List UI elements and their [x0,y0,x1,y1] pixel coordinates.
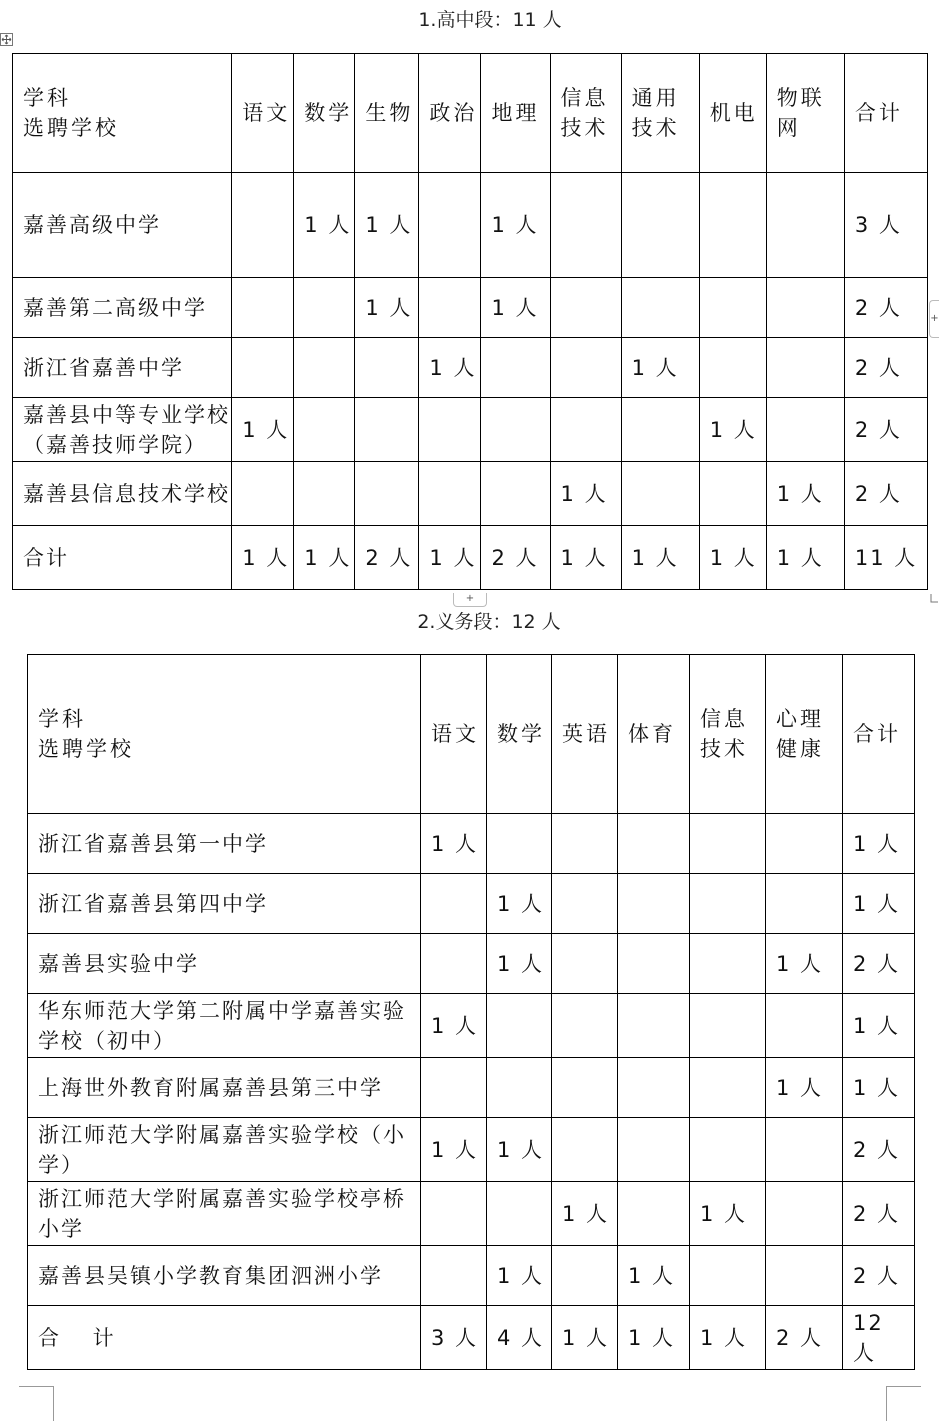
count-cell: 1 人 [552,1306,618,1370]
header-total-cell: 合计 [844,54,927,173]
school-name-cell: 嘉善第二高级中学 [13,278,232,338]
high-school-table [12,53,928,590]
table-row [28,934,915,994]
count-cell [487,994,552,1058]
count-cell: 1 人 [550,462,621,526]
count-cell [419,398,481,462]
table-total-row [13,526,928,590]
count-cell [550,398,621,462]
table-total-row [28,1306,915,1370]
header-total-cell: 合计 [843,655,915,814]
count-cell [618,814,690,874]
count-cell: 1 人 [481,173,550,278]
count-cell: 1 人 [419,338,481,398]
count-cell [294,278,355,338]
count-cell: 1 人 [232,526,294,590]
count-cell [766,278,844,338]
row-total-cell: 1 人 [843,1058,915,1118]
count-cell: 2 人 [481,526,550,590]
school-name-cell: 华东师范大学第二附属中学嘉善实验学校（初中） [28,994,421,1058]
count-cell [766,398,844,462]
count-cell [355,398,419,462]
count-cell [421,934,487,994]
count-cell [552,1058,618,1118]
table-row [13,398,928,462]
count-cell: 1 人 [550,526,621,590]
count-cell [487,1058,552,1118]
count-cell [419,173,481,278]
count-cell: 1 人 [766,462,844,526]
count-cell [552,814,618,874]
move-arrows-icon [1,34,12,45]
count-cell: 1 人 [421,994,487,1058]
row-total-cell: 2 人 [843,1246,915,1306]
header-subject-cell: 通用技术 [621,54,699,173]
count-cell [232,278,294,338]
count-cell: 1 人 [487,934,552,994]
table-row [28,1246,915,1306]
count-cell: 1 人 [621,526,699,590]
count-cell: 3 人 [421,1306,487,1370]
school-name-cell: 浙江省嘉善县第四中学 [28,874,421,934]
count-cell [766,1118,843,1182]
row-total-cell: 2 人 [844,398,927,462]
row-total-cell: 1 人 [843,994,915,1058]
count-cell: 1 人 [481,278,550,338]
count-cell [487,814,552,874]
row-total-cell: 2 人 [844,338,927,398]
count-cell [421,1058,487,1118]
count-cell: 1 人 [487,1246,552,1306]
grand-total-cell: 11 人 [844,526,927,590]
school-name-cell: 浙江省嘉善县第一中学 [28,814,421,874]
count-cell [766,1246,843,1306]
count-cell [618,1058,690,1118]
corner-label-school: 选聘学校 [23,116,119,140]
count-cell: 1 人 [690,1182,766,1246]
header-subject-cell: 数学 [294,54,355,173]
corner-label-school: 选聘学校 [38,737,134,761]
count-cell [621,462,699,526]
table-row [28,814,915,874]
count-cell: 1 人 [552,1182,618,1246]
count-cell: 1 人 [766,934,843,994]
count-cell [419,278,481,338]
count-cell [621,173,699,278]
table-row [13,278,928,338]
count-cell [690,1118,766,1182]
header-subject-cell: 语文 [232,54,294,173]
row-total-cell: 3 人 [844,173,927,278]
count-cell: 1 人 [690,1306,766,1370]
total-label-cell: 合计 [13,526,232,590]
count-cell [690,994,766,1058]
header-subject-cell: 生物 [355,54,419,173]
count-cell [487,1182,552,1246]
count-cell [621,278,699,338]
count-cell: 1 人 [699,526,766,590]
count-cell [294,462,355,526]
count-cell [294,398,355,462]
table-row [13,338,928,398]
crop-mark-bottom-right [886,1386,921,1421]
grand-total-cell: 12 人 [843,1306,915,1370]
count-cell: 1 人 [487,874,552,934]
table-resize-icon[interactable] [928,591,939,607]
row-total-cell: 1 人 [843,874,915,934]
table-row [28,1118,915,1182]
count-cell [355,338,419,398]
table-header-row [13,54,928,173]
count-cell: 2 人 [355,526,419,590]
table-header-row [28,655,915,814]
count-cell [766,874,843,934]
count-cell: 1 人 [621,338,699,398]
school-name-cell: 嘉善县吴镇小学教育集团泗洲小学 [28,1246,421,1306]
header-subject-cell: 地理 [481,54,550,173]
header-subject-cell: 体育 [618,655,690,814]
count-cell: 1 人 [618,1246,690,1306]
school-name-cell: 浙江师范大学附属嘉善实验学校（小学） [28,1118,421,1182]
table-move-icon[interactable] [0,33,13,46]
row-total-cell: 2 人 [843,934,915,994]
count-cell: 1 人 [294,173,355,278]
header-subject-cell: 机电 [699,54,766,173]
count-cell: 1 人 [421,1118,487,1182]
count-cell [690,1246,766,1306]
header-subject-cell: 心理健康 [766,655,843,814]
count-cell [552,934,618,994]
count-cell [481,462,550,526]
count-cell [618,874,690,934]
school-name-cell: 嘉善县中等专业学校（嘉善技师学院） [13,398,232,462]
count-cell [552,1118,618,1182]
count-cell: 1 人 [419,526,481,590]
count-cell [690,874,766,934]
count-cell [294,338,355,398]
count-cell [232,338,294,398]
count-cell [766,338,844,398]
table-row [13,173,928,278]
count-cell: 1 人 [766,1058,843,1118]
count-cell: 1 人 [766,526,844,590]
count-cell [618,1182,690,1246]
count-cell [421,874,487,934]
row-total-cell: 2 人 [844,462,927,526]
count-cell [621,398,699,462]
section2-title: 2.义务段：12 人 [417,611,561,633]
count-cell [552,874,618,934]
count-cell [481,398,550,462]
header-subject-cell: 英语 [552,655,618,814]
total-label-cell: 合 计 [28,1306,421,1370]
count-cell [690,1058,766,1118]
school-name-cell: 嘉善县信息技术学校 [13,462,232,526]
row-total-cell: 2 人 [844,278,927,338]
row-total-cell: 1 人 [843,814,915,874]
count-cell [618,934,690,994]
count-cell [766,173,844,278]
table-row [28,874,915,934]
section1-title: 1.高中段：11 人 [418,9,562,31]
header-corner-cell [28,655,421,814]
count-cell [552,1246,618,1306]
count-cell [766,994,843,1058]
school-name-cell: 嘉善县实验中学 [28,934,421,994]
count-cell [699,338,766,398]
add-column-button[interactable]: + [929,300,939,338]
table-row [28,994,915,1058]
table-row [28,1182,915,1246]
count-cell [699,462,766,526]
count-cell [618,1118,690,1182]
count-cell [232,462,294,526]
count-cell: 1 人 [355,278,419,338]
count-cell [550,278,621,338]
count-cell [419,462,481,526]
header-subject-cell: 数学 [487,655,552,814]
count-cell [550,338,621,398]
corner-label-subject: 学科 [23,86,71,110]
count-cell: 1 人 [487,1118,552,1182]
count-cell [690,934,766,994]
school-name-cell: 上海世外教育附属嘉善县第三中学 [28,1058,421,1118]
count-cell [232,173,294,278]
count-cell [481,338,550,398]
count-cell: 1 人 [232,398,294,462]
count-cell: 1 人 [294,526,355,590]
count-cell [618,994,690,1058]
table-row [13,462,928,526]
count-cell: 2 人 [766,1306,843,1370]
count-cell: 1 人 [618,1306,690,1370]
count-cell [355,462,419,526]
header-subject-cell: 政治 [419,54,481,173]
count-cell [766,814,843,874]
row-total-cell: 2 人 [843,1182,915,1246]
count-cell: 1 人 [699,398,766,462]
row-total-cell: 2 人 [843,1118,915,1182]
count-cell [421,1182,487,1246]
header-corner-cell [13,54,232,173]
count-cell [766,1182,843,1246]
count-cell: 1 人 [355,173,419,278]
header-subject-cell: 信息技术 [690,655,766,814]
count-cell [550,173,621,278]
corner-label-subject: 学科 [38,707,86,731]
school-name-cell: 浙江省嘉善中学 [13,338,232,398]
count-cell [421,1246,487,1306]
table-row [28,1058,915,1118]
school-name-cell: 嘉善高级中学 [13,173,232,278]
count-cell [699,278,766,338]
resize-corner-icon [928,591,939,607]
compulsory-education-table [27,654,915,1370]
count-cell [699,173,766,278]
count-cell [552,994,618,1058]
count-cell: 4 人 [487,1306,552,1370]
header-subject-cell: 信息技术 [550,54,621,173]
crop-mark-bottom-left [19,1386,54,1421]
header-subject-cell: 语文 [421,655,487,814]
add-row-button[interactable]: + [453,593,487,607]
school-name-cell: 浙江师范大学附属嘉善实验学校亭桥小学 [28,1182,421,1246]
count-cell [690,814,766,874]
header-subject-cell: 物联网 [766,54,844,173]
count-cell: 1 人 [421,814,487,874]
